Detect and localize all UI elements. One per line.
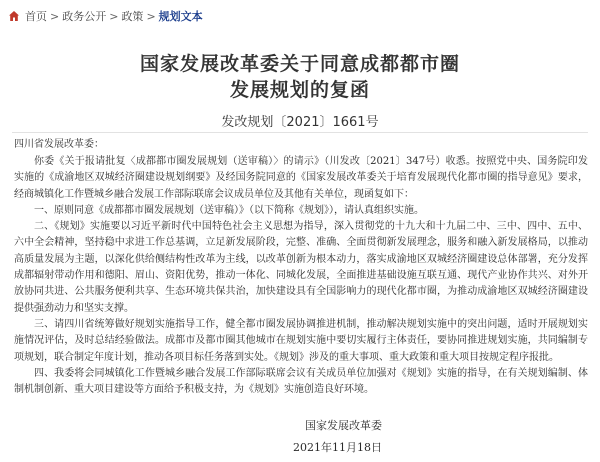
document-title-line2: 发展规划的复函 (229, 79, 370, 101)
paragraph: 四、我委将会同城镇化工作暨城乡融合发展工作部际联席会议有关成员单位加强对《规划》实施的指导，在有关规划编制、体制机制创新、重大项目建设等方面给予积极支持，为《规划》实施创造良好环境。 (14, 367, 588, 396)
breadcrumb-link-policy[interactable]: 政策 (121, 10, 144, 23)
divider (12, 132, 588, 133)
breadcrumb (8, 7, 203, 25)
document-number: 发改规划〔2021〕1661号 (221, 115, 379, 130)
paragraph: 二、《规划》实施要以习近平新时代中国特色社会主义思想为指导，深入贯彻党的十九大和十九届二中、三中、四中、五中、六中全会精神，坚持稳中求进工作总基调，立足新发展阶段，完整、准确、全面贯彻新发展理念，服务和融入新发展格局，以推动高质量发展为主题，以深化供给侧结构性改革为主线，以改革创新为根本动力，落实成渝地区双城经济圈建设总体部署，充分发挥成都辐射带动作用和德阳、眉山、资阳优势，推动一体化、同城化发展，全面推进基础设施互联互通、现代产业协作共兴、对外开放协同共进、公共服务便利共享、生态环境共保共治，加快建设具有全国影响力的现代化都市圈，为推动成渝地区双城经济圈建设提供强劲动力和坚实支撑。 (14, 221, 588, 314)
breadcrumb-separator: > (109, 9, 119, 23)
home-icon[interactable] (8, 10, 20, 22)
document-body (14, 154, 588, 398)
signature-organization: 国家发展改革委 (305, 419, 382, 432)
signature-date: 2021年11月18日 (293, 441, 382, 454)
breadcrumb-current[interactable]: 规划文本 (158, 10, 203, 23)
breadcrumb-link-government-affairs[interactable]: 政务公开 (62, 10, 107, 23)
paragraph: 一、原则同意《成都都市圈发展规划（送审稿）》（以下简称《规划》），请认真组织实施。 (34, 204, 424, 216)
paragraph: 三、请四川省统筹做好规划实施指导工作，健全都市圈发展协调推进机制，推动解决规划实施中的突出问题，适时开展规划实施情况评估，及时总结经验做法。成都市及都市圈其他城市在规划实施中要切实履行主体责任，要协同推进规划实施，共同编制专项规划，联合制定年度计划，推动各项目标任务落到实处。《规划》涉及的重大事项、重大政策和重大项目按规定程序报批。 (14, 318, 588, 363)
document-title-line1: 国家发展改革委关于同意成都都市圈 (139, 53, 460, 75)
breadcrumb-separator: > (146, 9, 156, 23)
paragraph: 你委《关于报请批复〈成都都市圈发展规划（送审稿）〉的请示》（川发改〔2021〕347号）收悉。按照党中央、国务院印发实施的《成渝地区双城经济圈建设规划纲要》及经国务院同意的《国家发展改革委关于培育发展现代化都市圈的指导意见》要求，经商城镇化工作暨城乡融合发展工作部际联席会议成员单位及其他有关单位，现函复如下： (14, 156, 588, 200)
salutation: 四川省发展改革委： (14, 139, 104, 150)
breadcrumb-link-home[interactable]: 首页 (25, 10, 47, 23)
breadcrumb-separator: > (50, 9, 60, 23)
